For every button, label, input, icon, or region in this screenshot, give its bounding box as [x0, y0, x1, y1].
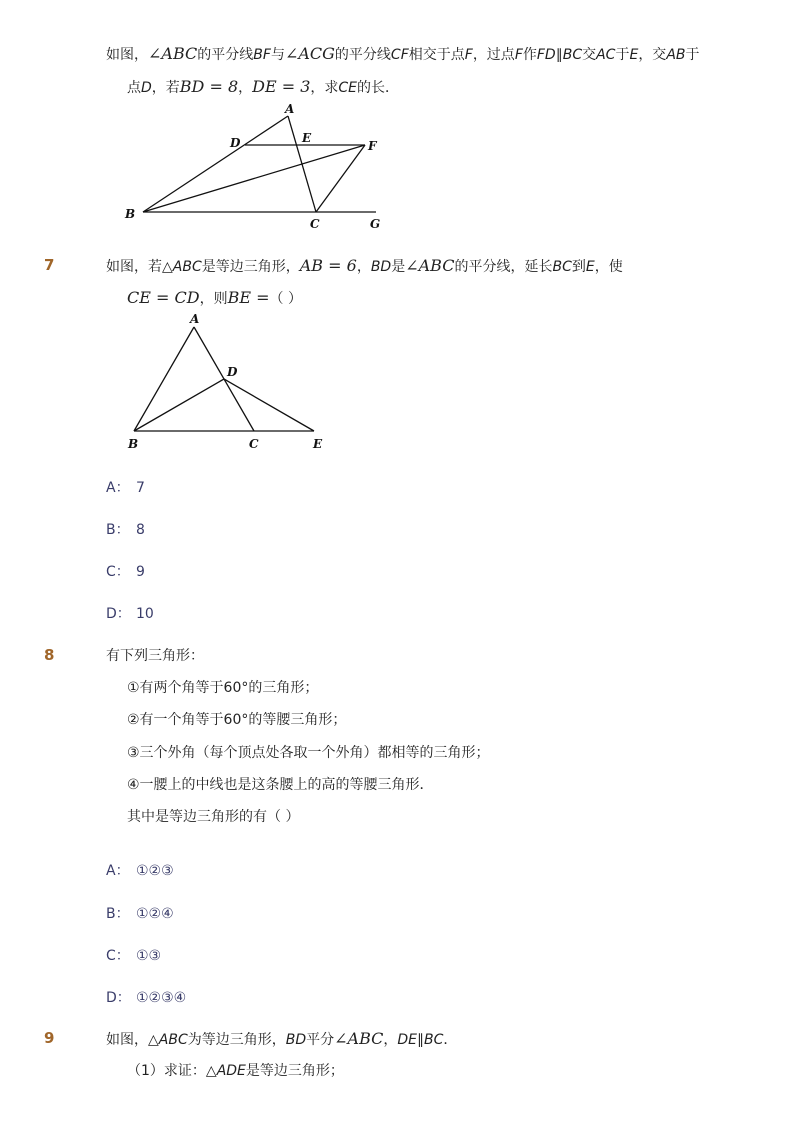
math-ce: CE: [338, 80, 358, 96]
option-label: B：: [106, 906, 130, 922]
q9-sub-1: [127, 1061, 344, 1081]
math-de-parallel-bc: DE∥BC: [397, 1032, 444, 1048]
math-point-d: D: [141, 80, 152, 96]
option-text: ①②③④: [136, 990, 187, 1006]
math-bf: BF: [253, 47, 271, 63]
text: ，使: [594, 259, 623, 275]
text: 于: [615, 47, 630, 63]
math-point-f: F: [514, 47, 523, 63]
option-text: 9: [136, 564, 145, 580]
q7-label-d: D: [227, 365, 238, 379]
option-d[interactable]: [106, 987, 186, 1007]
q9-stem: [106, 1029, 457, 1050]
text: 于: [685, 47, 700, 63]
text: 的平分线: [197, 47, 254, 63]
text: 的平分线: [334, 47, 391, 63]
math-triangle-ade: △ADE: [205, 1063, 246, 1079]
math-angle-abc: ∠ABC: [405, 256, 455, 275]
text: ，: [383, 1032, 398, 1048]
question-number: 7: [44, 256, 55, 274]
q8-item-3: ③三个外角（每个顶点处各取一个外角）都相等的三角形；: [127, 745, 490, 761]
math-bc: BC: [552, 259, 572, 275]
option-c[interactable]: [106, 561, 145, 581]
q6-stem-line-1: [106, 44, 700, 65]
math-cf: CF: [390, 47, 409, 63]
text: 如图，若: [106, 259, 162, 275]
text: 的平分线，延长: [454, 259, 553, 275]
math-de-equals: DE = 3: [252, 77, 311, 96]
text: ，则: [199, 291, 228, 307]
text: 平分: [306, 1032, 335, 1048]
q6-label-g: G: [370, 217, 381, 231]
text: ，求: [310, 80, 339, 96]
option-label: C：: [106, 948, 130, 964]
math-bd-equals: BD = 8: [179, 77, 239, 96]
text: 是: [391, 259, 406, 275]
text: ．: [443, 1032, 458, 1048]
q7-label-b: B: [128, 437, 139, 451]
text: ，若: [151, 80, 180, 96]
option-a[interactable]: [106, 860, 174, 880]
q7-label-c: C: [249, 437, 259, 451]
answer-blank: （ ）: [269, 291, 302, 307]
text: 为等边三角形，: [187, 1032, 286, 1048]
option-c[interactable]: [106, 945, 161, 965]
option-text: ①②③: [136, 863, 174, 879]
q8-question: 其中是等边三角形的有（ ）: [127, 809, 300, 825]
q6-label-f: F: [368, 139, 377, 153]
q7-label-a: A: [190, 312, 200, 326]
q6-label-e: E: [302, 131, 312, 145]
q6-label-a: A: [285, 102, 295, 116]
q7-stem-line-2: [127, 288, 302, 309]
math-angle-abc: ∠ABC: [334, 1029, 384, 1048]
text: ，: [238, 80, 253, 96]
text: 的长．: [357, 80, 400, 96]
option-text: ①③: [136, 948, 162, 964]
text: ，交: [638, 47, 667, 63]
option-text: 10: [136, 606, 154, 622]
option-text: 8: [136, 522, 145, 538]
math-be-equals: BE =: [227, 288, 270, 307]
q6-stem-line-2: [127, 77, 399, 98]
option-text: ①②④: [136, 906, 174, 922]
q6-label-b: B: [125, 207, 136, 221]
text: ，过点: [472, 47, 515, 63]
math-fd-parallel-bc: FD∥BC: [536, 47, 583, 63]
q7-stem-line-1: [106, 256, 623, 277]
q8-item-1: ①有两个角等于60°的三角形；: [127, 680, 319, 696]
text: 点: [127, 80, 141, 96]
math-ab: AB: [666, 47, 686, 63]
math-triangle-abc: △ABC: [162, 259, 202, 275]
q8-item-4: ④一腰上的中线也是这条腰上的高的等腰三角形．: [127, 777, 434, 793]
option-label: A：: [106, 480, 130, 496]
math-ab-equals: AB = 6: [299, 256, 357, 275]
q8-stem: 有下列三角形：: [106, 648, 204, 664]
math-point-f: F: [464, 47, 473, 63]
text: 作: [522, 47, 537, 63]
text: 如图，: [106, 1032, 148, 1048]
option-label: B：: [106, 522, 130, 538]
option-b[interactable]: [106, 903, 174, 923]
math-point-e: E: [585, 259, 595, 275]
text: 交: [582, 47, 597, 63]
math-triangle-abc: △ABC: [148, 1032, 188, 1048]
text: （1）求证：: [127, 1063, 206, 1079]
text: ，: [356, 259, 371, 275]
text: 如图，: [106, 47, 148, 63]
text: 是等边三角形，: [201, 259, 300, 275]
q7-figure: [120, 310, 335, 455]
option-b[interactable]: [106, 519, 145, 539]
q6-figure: [120, 100, 390, 235]
option-text: 7: [136, 480, 145, 496]
option-label: D：: [106, 606, 131, 622]
option-label: A：: [106, 863, 130, 879]
math-bd: BD: [285, 1032, 307, 1048]
text: 是等边三角形；: [245, 1063, 344, 1079]
option-a[interactable]: [106, 477, 145, 497]
text: 到: [571, 259, 586, 275]
question-number: 8: [44, 646, 55, 664]
text: 相交于点: [408, 47, 465, 63]
math-point-e: E: [629, 47, 639, 63]
q6-label-d: D: [230, 136, 241, 150]
text: 与: [270, 47, 285, 63]
math-bd: BD: [370, 259, 392, 275]
option-label: C：: [106, 564, 130, 580]
option-d[interactable]: [106, 603, 154, 623]
math-angle-acg: ∠ACG: [284, 44, 335, 63]
option-label: D：: [106, 990, 131, 1006]
q6-label-c: C: [310, 217, 320, 231]
q7-label-e: E: [313, 437, 323, 451]
math-angle-abc: ∠ABC: [148, 44, 198, 63]
math-ce-equals-cd: CE = CD: [127, 288, 200, 307]
math-ac: AC: [596, 47, 616, 63]
q8-item-2: ②有一个角等于60°的等腰三角形；: [127, 712, 347, 728]
question-number: 9: [44, 1029, 55, 1047]
